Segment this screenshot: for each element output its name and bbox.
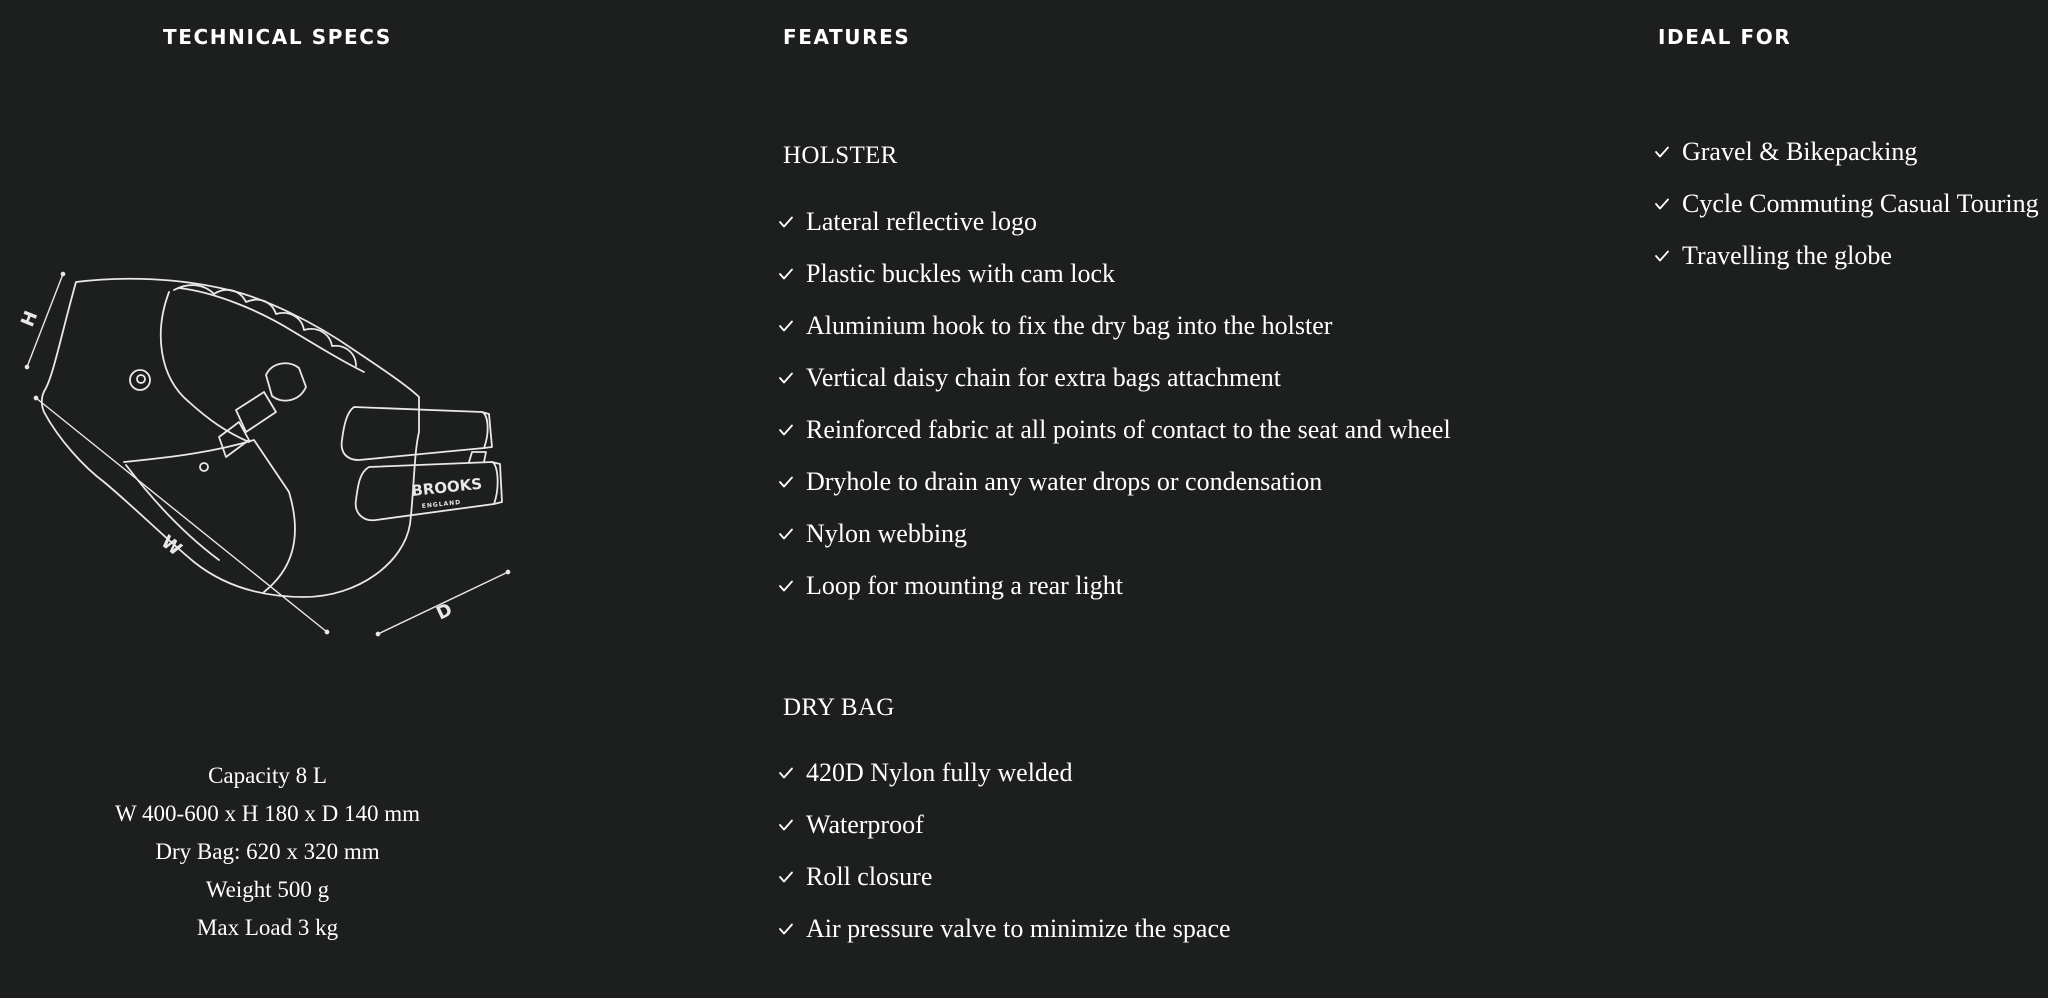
list-item-text: Lateral reflective logo [806, 207, 1037, 236]
depth-label: D [433, 599, 456, 625]
upper-buckle [266, 363, 306, 400]
list-item-text: Dryhole to drain any water drops or condensation [806, 467, 1323, 496]
rear-light-loop [469, 452, 486, 462]
list-item-text: Loop for mounting a rear light [806, 571, 1123, 600]
checkmark-icon [1649, 142, 1675, 162]
width-label: W [156, 531, 186, 561]
list-item [773, 508, 1451, 560]
list-item-text: Air pressure valve to minimize the space [806, 914, 1231, 943]
list-item [773, 300, 1451, 352]
list-item [773, 799, 1231, 851]
checkmark-icon [773, 763, 799, 783]
list-item-text: Aluminium hook to fix the dry bag into the holster [806, 311, 1333, 340]
checkmark-icon [773, 867, 799, 887]
list-item [773, 747, 1231, 799]
list-item-text: Nylon webbing [806, 519, 968, 548]
reflective-logo-center [137, 375, 145, 383]
saddle-bag-illustration [14, 262, 514, 642]
dry-bag-feature-list [773, 747, 1231, 955]
brand-logo-subtext: ENGLAND [421, 498, 462, 510]
daisy-chain-ridges [174, 285, 356, 366]
checkmark-icon [773, 815, 799, 835]
technical-specs-list [40, 757, 495, 947]
list-item [773, 248, 1451, 300]
list-item-text: Waterproof [806, 810, 924, 839]
spec-dimensions: W 400-600 x H 180 x D 140 mm [115, 801, 420, 826]
list-item [773, 560, 1451, 612]
side-seam [161, 292, 249, 442]
checkmark-icon [1649, 194, 1675, 214]
spec-dry-bag-size: Dry Bag: 620 x 320 mm [155, 839, 380, 864]
checkmark-icon [773, 212, 799, 232]
checkmark-icon [773, 316, 799, 336]
checkmark-icon [773, 472, 799, 492]
holster-feature-list [773, 196, 1451, 612]
list-item [773, 404, 1451, 456]
list-item [773, 196, 1451, 248]
reflective-logo [130, 370, 150, 390]
list-item [773, 851, 1231, 903]
features-heading: FEATURES [783, 25, 911, 49]
holster-section-title: HOLSTER [783, 142, 898, 169]
list-item [773, 352, 1451, 404]
list-item [1649, 126, 2039, 178]
dry-bag-section-title: DRY BAG [783, 694, 895, 721]
checkmark-icon [773, 919, 799, 939]
checkmark-icon [773, 524, 799, 544]
spec-weight: Weight 500 g [205, 877, 330, 902]
brand-logo-text: BROOKS [410, 474, 483, 500]
checkmark-icon [1649, 246, 1675, 266]
list-item-text: Vertical daisy chain for extra bags attachment [806, 363, 1282, 392]
list-item-text: Travelling the globe [1682, 241, 1892, 270]
list-item-text: 420D Nylon fully welded [806, 758, 1073, 787]
list-item [1649, 178, 2039, 230]
checkmark-icon [773, 576, 799, 596]
list-item-text: Reinforced fabric at all points of contact to the seat and wheel [806, 415, 1451, 444]
strap-loop-upper [342, 407, 488, 460]
technical-specs-heading: TECHNICAL SPECS [163, 25, 392, 49]
ideal-for-list [1649, 126, 2039, 282]
checkmark-icon [773, 264, 799, 284]
checkmark-icon [773, 420, 799, 440]
bag-body-outline [42, 279, 419, 597]
spec-max-load: Max Load 3 kg [196, 915, 339, 940]
list-item [1649, 230, 2039, 282]
spec-capacity: Capacity 8 L [208, 763, 327, 788]
list-item [773, 903, 1231, 955]
lower-flap [124, 440, 295, 592]
list-item [773, 456, 1451, 508]
height-label: H [17, 308, 43, 330]
checkmark-icon [773, 368, 799, 388]
ideal-for-heading: IDEAL FOR [1658, 25, 1792, 49]
dryhole [200, 463, 208, 471]
top-seam [179, 288, 364, 372]
list-item-text: Roll closure [806, 862, 933, 891]
list-item-text: Gravel & Bikepacking [1682, 137, 1918, 166]
list-item-text: Plastic buckles with cam lock [806, 259, 1116, 288]
list-item-text: Cycle Commuting Casual Touring [1682, 189, 2039, 218]
